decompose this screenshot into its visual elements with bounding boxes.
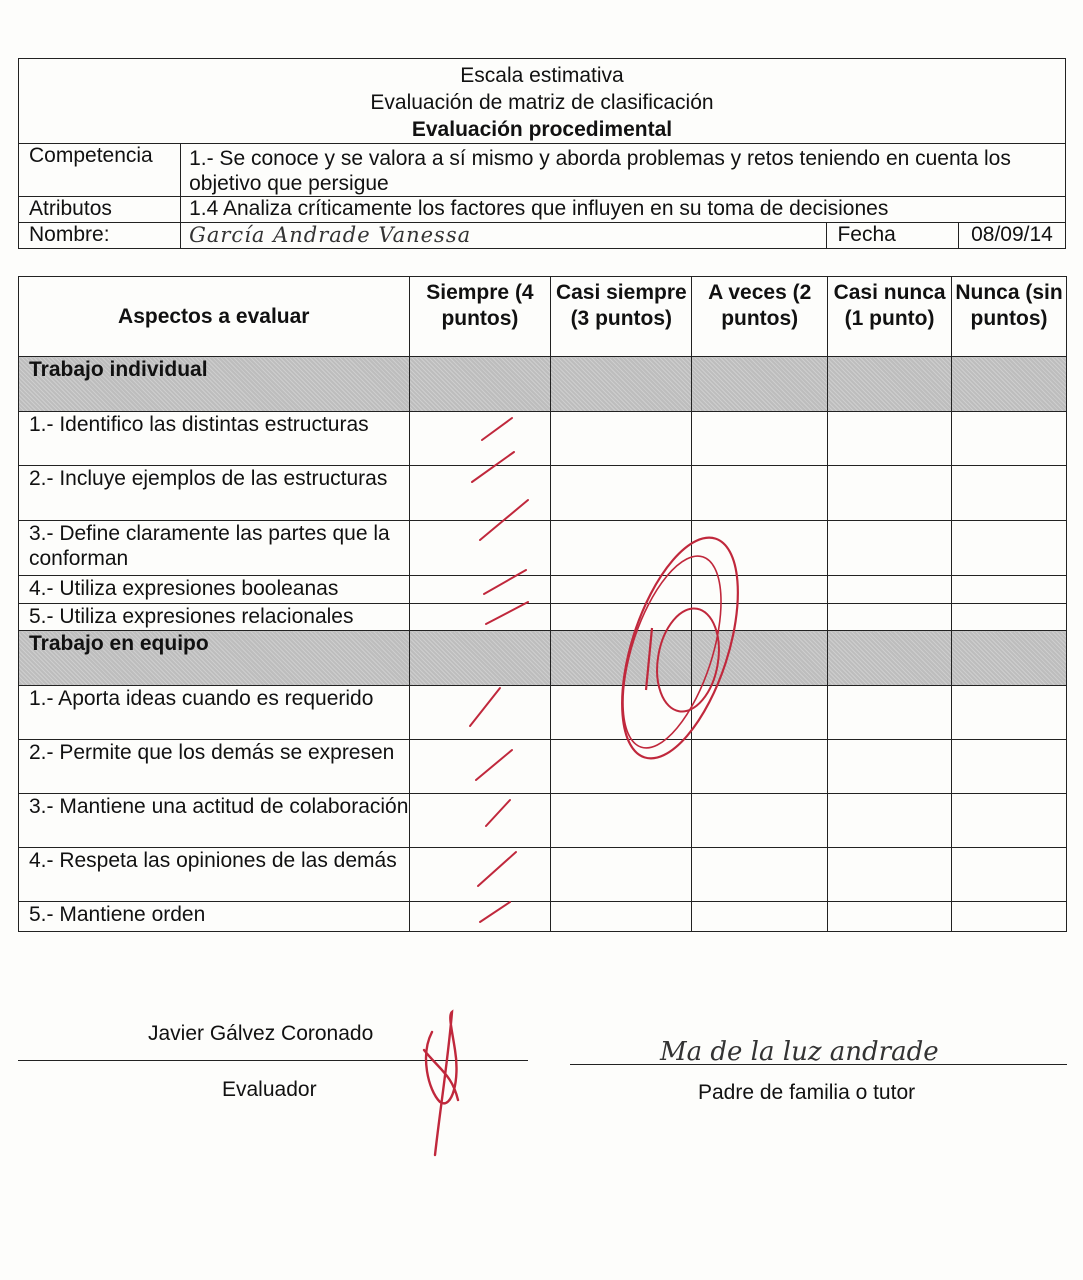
fecha-label: Fecha (827, 223, 959, 249)
cell (692, 466, 828, 521)
cell (692, 631, 828, 686)
cell (828, 902, 952, 932)
cell (409, 848, 551, 902)
cell (409, 604, 551, 631)
competencia-value: 1.- Se conoce y se valora a sí mismo y aborda problemas y retos teniendo en cuenta los objetivo que persigue (181, 144, 1066, 197)
cell (551, 466, 692, 521)
cell (409, 794, 551, 848)
cell (692, 848, 828, 902)
evaluator-role: Evaluador (222, 1078, 317, 1101)
evaluator-signature (424, 1012, 458, 1155)
cell (952, 686, 1067, 740)
cell (692, 902, 828, 932)
cell (409, 521, 551, 576)
cell (409, 631, 551, 686)
parent-signature-line (570, 1064, 1067, 1065)
cell (409, 466, 551, 521)
cell (952, 521, 1067, 576)
cell (828, 794, 952, 848)
cell (692, 794, 828, 848)
table-row (19, 604, 1067, 631)
item-label: 3.- Mantiene una actitud de colaboración (19, 794, 410, 848)
cell (828, 740, 952, 794)
cell (551, 686, 692, 740)
cell (409, 740, 551, 794)
item-label: 5.- Mantiene orden (19, 902, 410, 932)
cell (551, 794, 692, 848)
cell (828, 631, 952, 686)
evaluator-signature-line (18, 1060, 528, 1061)
parent-role: Padre de familia o tutor (698, 1081, 916, 1104)
cell (952, 794, 1067, 848)
table-row (19, 576, 1067, 604)
table-row (19, 412, 1067, 466)
cell (828, 521, 952, 576)
item-label: 4.- Utiliza expresiones booleanas (19, 576, 410, 604)
fecha-value: 08/09/14 (958, 223, 1065, 249)
title-line-1: Escala estimativa (460, 64, 624, 87)
col-header-a-veces: A veces (2 puntos) (692, 277, 828, 357)
cell (952, 576, 1067, 604)
table-row (19, 466, 1067, 521)
item-label: 3.- Define claramente las partes que la conforman (19, 521, 410, 576)
cell (551, 631, 692, 686)
table-row (19, 686, 1067, 740)
cell (828, 686, 952, 740)
title-cell (19, 59, 1066, 144)
cell (551, 848, 692, 902)
title-line-2: Evaluación de matriz de clasificación (370, 91, 714, 114)
cell (551, 604, 692, 631)
cell (828, 357, 952, 412)
cell (828, 604, 952, 631)
table-row (19, 521, 1067, 576)
cell (692, 686, 828, 740)
table-row (19, 902, 1067, 932)
item-label: 2.- Permite que los demás se expresen (19, 740, 410, 794)
cell (692, 740, 828, 794)
col-header-aspectos: Aspectos a evaluar (19, 277, 410, 357)
cell (952, 412, 1067, 466)
cell (692, 412, 828, 466)
section-name: Trabajo en equipo (19, 631, 410, 686)
section-name: Trabajo individual (19, 357, 410, 412)
section-row (19, 357, 1067, 412)
cell (409, 902, 551, 932)
table-row (19, 848, 1067, 902)
item-label: 5.- Utiliza expresiones relacionales (19, 604, 410, 631)
cell (828, 466, 952, 521)
title-line-3: Evaluación procedimental (411, 118, 673, 141)
cell (551, 576, 692, 604)
item-label: 4.- Respeta las opiniones de las demás (19, 848, 410, 902)
nombre-label: Nombre: (19, 223, 181, 249)
cell (952, 740, 1067, 794)
atributos-label: Atributos (19, 197, 181, 223)
col-header-casi-nunca: Casi nunca (1 punto) (828, 277, 952, 357)
cell (828, 848, 952, 902)
header-table (18, 58, 1066, 249)
cell (551, 357, 692, 412)
cell (692, 357, 828, 412)
cell (409, 576, 551, 604)
cell (952, 631, 1067, 686)
cell (952, 604, 1067, 631)
cell (551, 521, 692, 576)
col-header-nunca: Nunca (sin puntos) (952, 277, 1067, 357)
competencia-label: Competencia (19, 144, 181, 197)
cell (828, 412, 952, 466)
item-label: 1.- Aporta ideas cuando es requerido (19, 686, 410, 740)
cell (952, 848, 1067, 902)
cell (692, 576, 828, 604)
table-row (19, 794, 1067, 848)
atributos-value: 1.4 Analiza críticamente los factores que influyen en su toma de decisiones (181, 197, 1066, 223)
evaluation-table (18, 276, 1067, 932)
col-header-casi-siempre: Casi siempre (3 puntos) (551, 277, 692, 357)
cell (551, 412, 692, 466)
parent-signature: Ma de la luz andrade (660, 1037, 939, 1067)
col-header-siempre: Siempre (4 puntos) (409, 277, 551, 357)
cell (692, 604, 828, 631)
cell (952, 466, 1067, 521)
cell (409, 357, 551, 412)
cell (692, 521, 828, 576)
cell (551, 902, 692, 932)
cell (551, 740, 692, 794)
cell (828, 576, 952, 604)
item-label: 2.- Incluye ejemplos de las estructuras (19, 466, 410, 521)
evaluator-name: Javier Gálvez Coronado (148, 1022, 374, 1045)
cell (952, 902, 1067, 932)
section-row (19, 631, 1067, 686)
item-label: 1.- Identifico las distintas estructuras (19, 412, 410, 466)
cell (409, 686, 551, 740)
cell (952, 357, 1067, 412)
nombre-value: García Andrade Vanessa (181, 223, 827, 249)
cell (409, 412, 551, 466)
table-row (19, 740, 1067, 794)
